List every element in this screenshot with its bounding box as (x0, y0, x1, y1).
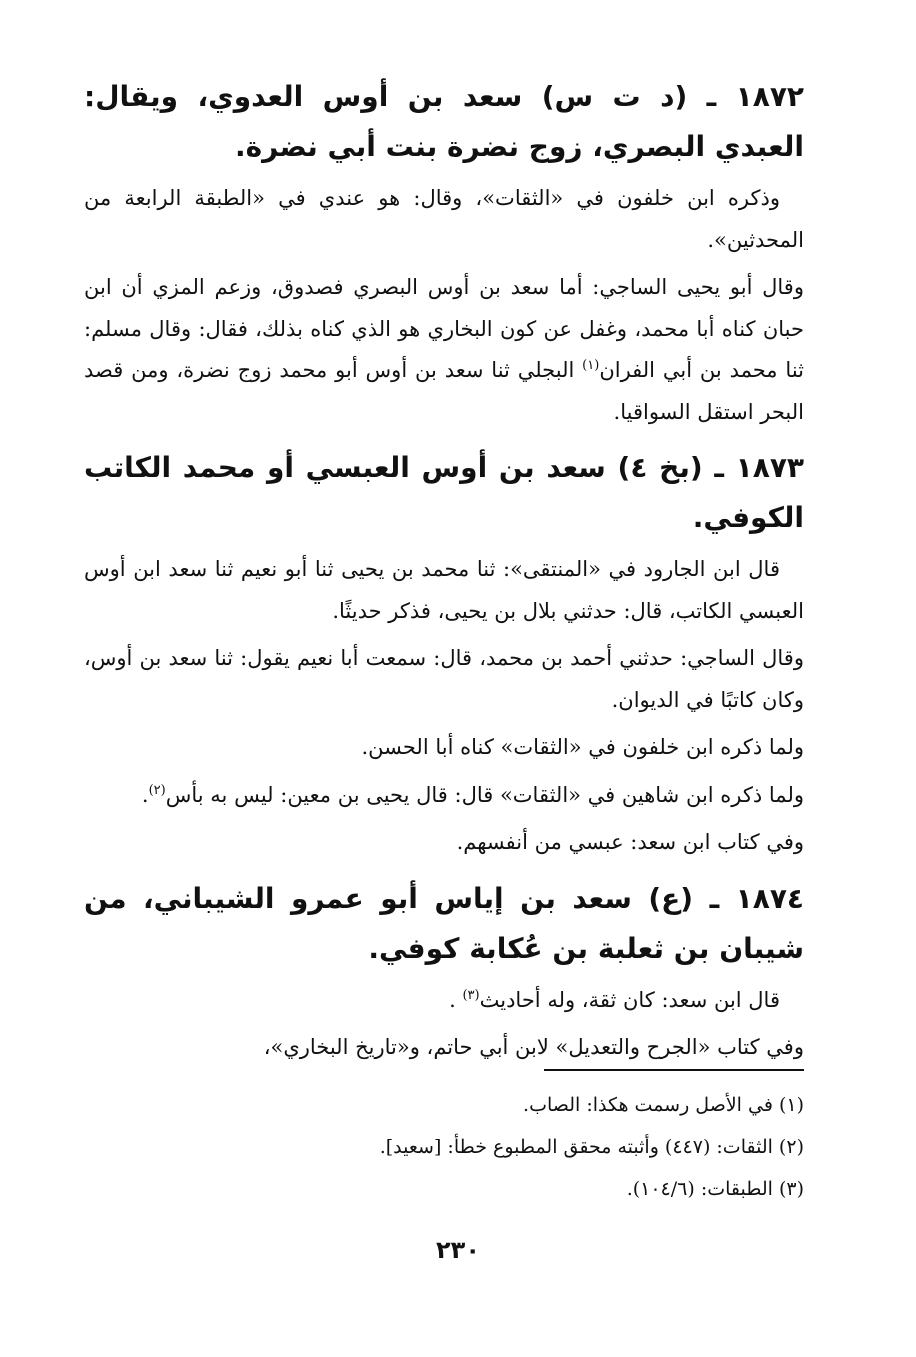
entry-1873 (84, 443, 804, 864)
footnote: (٢) الثقات: (٤٤٧) وأثبته محقق المطبوع خطأ: [سعيد]. (379, 1136, 804, 1158)
footnote-ref: (٣) (462, 987, 480, 1003)
paragraph-text: . (141, 782, 149, 807)
paragraph-text: ولما ذكره ابن شاهين في «الثقات» قال: قال يحيى بن معين: ليس به بأس (165, 782, 804, 807)
entry-title: ١٨٧٣ ـ (بخ ٤) سعد بن أوس العبسي أو محمد الكاتب الكوفي. (84, 451, 804, 534)
paragraph (84, 980, 804, 1022)
entry-1874 (84, 874, 804, 1069)
footnote-divider (544, 1069, 804, 1071)
main-text (84, 72, 804, 1069)
paragraph: قال ابن الجارود في «المنتقى»: ثنا محمد بن يحيى ثنا أبو نعيم ثنا سعد ابن أوس العبسي الكاتب، قال: حدثني بلال بن يحيى، فذكر حديثًا. (84, 557, 804, 623)
paragraph (84, 775, 804, 817)
paragraph-text: قال ابن سعد: كان ثقة، وله أحاديث (479, 987, 780, 1012)
paragraph-text: البجلي ثنا سعد بن أوس أبو محمد زوج نضرة، ومن قصد البحر استقل السواقيا. (84, 358, 804, 424)
paragraph (84, 267, 804, 433)
footnote-ref: (١) (582, 358, 600, 373)
entry-title: ١٨٧٤ ـ (ع) سعد بن إياس أبو عمرو الشيباني، من شيبان بن ثعلبة بن عُكابة كوفي. (84, 881, 804, 965)
footnotes (120, 1084, 804, 1210)
footnote: (٣) الطبقات: (١٠٤/٦). (626, 1178, 804, 1200)
footnote: (١) في الأصل رسمت هكذا: الصاب. (523, 1094, 804, 1116)
footnote-ref: (٢) (148, 782, 166, 798)
entry-1872 (84, 72, 804, 433)
page-number: ٢٣٠ (436, 1236, 480, 1264)
paragraph: وقال الساجي: حدثني أحمد بن محمد، قال: سمعت أبا نعيم يقول: ثنا سعد بن أوس، وكان كاتبًا في الديوان. (84, 646, 804, 712)
entry-title: ١٨٧٢ ـ (د ت س) سعد بن أوس العدوي، ويقال: العبدي البصري، زوج نضرة بنت أبي نضرة. (84, 80, 804, 163)
paragraph: وفي كتاب ابن سعد: عبسي من أنفسهم. (456, 830, 804, 854)
paragraph-text: . (449, 987, 463, 1012)
paragraph: ولما ذكره ابن خلفون في «الثقات» كناه أبا الحسن. (361, 735, 804, 759)
paragraph-text: وقال أبو يحيى الساجي: أما سعد بن أوس البصري فصدوق، وزعم المزي أن ابن حبان كناه أبا محمد، وغفل عن كون البخاري هو الذي كناه بذلك، فقال: وقال مسلم: ثنا محمد بن أبي الفران (84, 275, 804, 382)
paragraph: وذكره ابن خلفون في «الثقات»، وقال: هو عندي في «الطبقة الرابعة من المحدثين». (84, 186, 804, 252)
paragraph: وفي كتاب «الجرح والتعديل» لابن أبي حاتم، و«تاريخ البخاري»، (263, 1035, 804, 1059)
